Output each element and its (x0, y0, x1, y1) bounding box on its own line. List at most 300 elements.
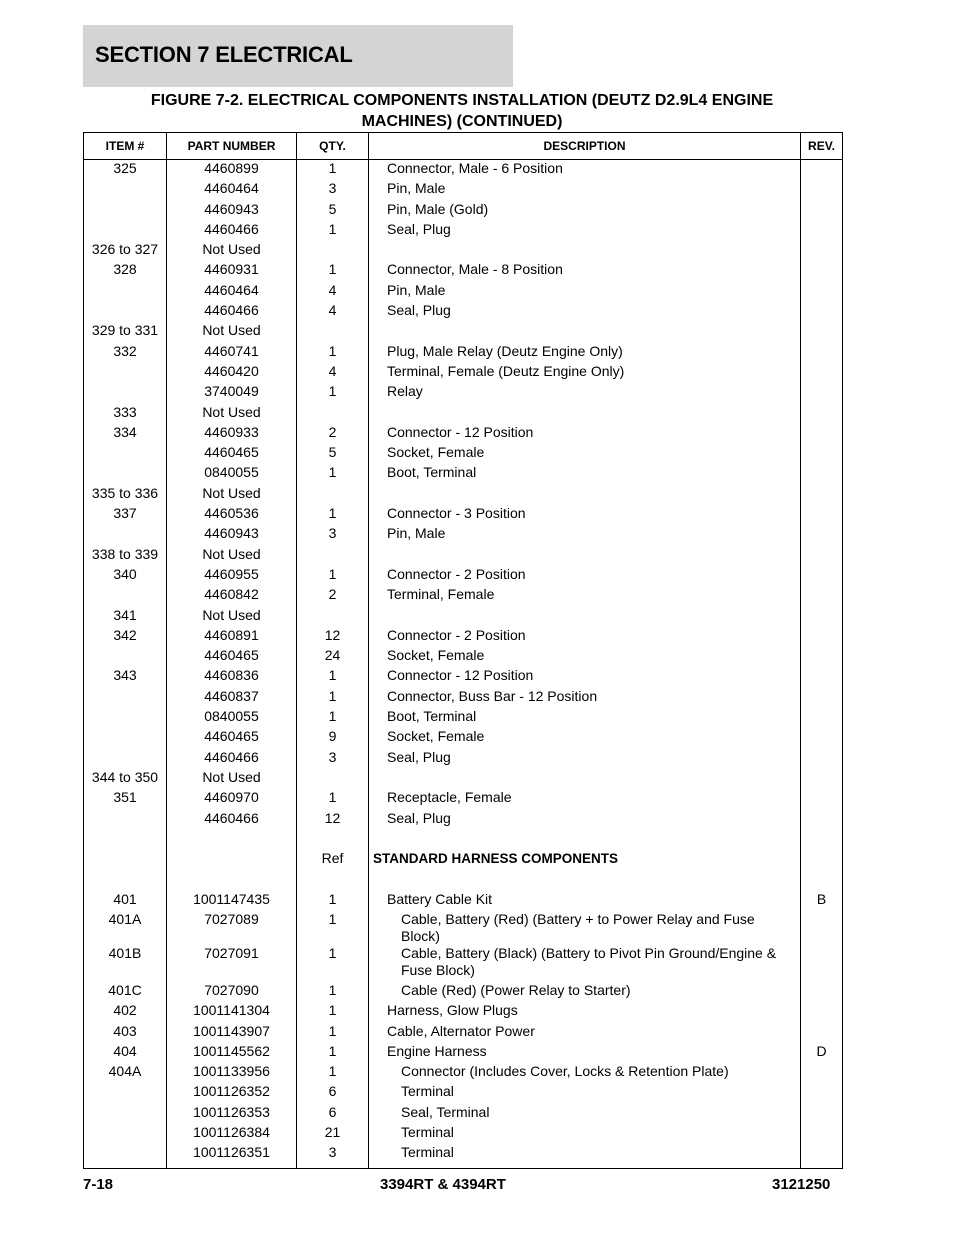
description-cell: Cable, Battery (Red) (Battery + to Power Relay and Fuse Block) (369, 911, 801, 945)
description-cell: Seal, Plug (369, 749, 801, 769)
rev-cell (801, 1144, 843, 1169)
rev-cell (801, 945, 843, 982)
part-number-cell: 7027091 (167, 945, 297, 982)
description-cell: Socket, Female (369, 647, 801, 667)
qty-cell: 1 (297, 1002, 369, 1022)
qty-cell (297, 404, 369, 424)
part-number-cell: 4460464 (167, 180, 297, 200)
qty-cell: 1 (297, 221, 369, 241)
description-cell: Seal, Plug (369, 221, 801, 241)
rev-cell (801, 343, 843, 363)
item-cell (84, 180, 167, 200)
item-cell (84, 810, 167, 830)
rev-cell (801, 424, 843, 444)
table-row (84, 911, 843, 945)
description-cell: Seal, Terminal (369, 1104, 801, 1124)
part-number-cell: 4460842 (167, 586, 297, 606)
qty-cell: 1 (297, 1043, 369, 1063)
figure-title-line-1: FIGURE 7-2. ELECTRICAL COMPONENTS INSTALLATION (DEUTZ D2.9L4 ENGINE (150, 92, 774, 109)
description-cell: Connector, Male - 8 Position (369, 261, 801, 281)
part-number-cell: Not Used (167, 769, 297, 789)
rev-cell (801, 627, 843, 647)
table-row (84, 982, 843, 1002)
part-number-cell: 4460943 (167, 525, 297, 545)
table-row (84, 322, 843, 342)
qty-cell: 9 (297, 728, 369, 748)
part-number-cell: 4460464 (167, 282, 297, 302)
rev-cell (801, 505, 843, 525)
description-cell (369, 404, 801, 424)
part-number-cell: 1001126353 (167, 1104, 297, 1124)
rev-cell (801, 607, 843, 627)
qty-cell: 4 (297, 363, 369, 383)
rev-cell (801, 749, 843, 769)
description-cell (369, 322, 801, 342)
table-row (84, 627, 843, 647)
part-number-cell: Not Used (167, 546, 297, 566)
rev-cell (801, 982, 843, 1002)
section-banner (83, 25, 513, 87)
description-cell: Boot, Terminal (369, 708, 801, 728)
description-cell: Harness, Glow Plugs (369, 1002, 801, 1022)
description-cell: Terminal (369, 1144, 801, 1169)
part-number-cell: 7027090 (167, 982, 297, 1002)
item-cell: 326 to 327 (84, 241, 167, 261)
qty-cell: 3 (297, 1144, 369, 1169)
item-cell: 329 to 331 (84, 322, 167, 342)
rev-cell (801, 1023, 843, 1043)
qty-cell: 1 (297, 982, 369, 1002)
table-row (84, 424, 843, 444)
item-cell (84, 1124, 167, 1144)
description-cell: STANDARD HARNESS COMPONENTS (369, 850, 801, 870)
table-row (84, 586, 843, 606)
rev-cell (801, 404, 843, 424)
rev-cell (801, 546, 843, 566)
item-cell: 402 (84, 1002, 167, 1022)
item-cell: 341 (84, 607, 167, 627)
description-cell: Connector - 12 Position (369, 667, 801, 687)
description-cell: Relay (369, 383, 801, 403)
part-number-cell: 4460420 (167, 363, 297, 383)
column-header-description: DESCRIPTION (369, 133, 801, 160)
table-row (84, 464, 843, 484)
rev-cell (801, 667, 843, 687)
table-row (84, 1043, 843, 1063)
qty-cell: 4 (297, 282, 369, 302)
item-cell: 401B (84, 945, 167, 982)
item-cell: 335 to 336 (84, 485, 167, 505)
table-row (84, 647, 843, 667)
rev-cell (801, 160, 843, 181)
table-row (84, 1083, 843, 1103)
item-cell: 340 (84, 566, 167, 586)
table-row (84, 546, 843, 566)
description-cell: Connector - 3 Position (369, 505, 801, 525)
description-cell: Terminal, Female (369, 586, 801, 606)
qty-cell: 24 (297, 647, 369, 667)
column-header-rev: REV. (801, 133, 843, 160)
part-number-cell: 4460836 (167, 667, 297, 687)
table-row (84, 830, 843, 850)
rev-cell (801, 870, 843, 890)
part-number-cell: 4460465 (167, 728, 297, 748)
part-number-cell: 7027089 (167, 911, 297, 945)
qty-cell (297, 769, 369, 789)
table-row (84, 383, 843, 403)
description-cell (369, 870, 801, 890)
description-cell: Seal, Plug (369, 810, 801, 830)
part-number-cell: 1001126352 (167, 1083, 297, 1103)
qty-cell: 1 (297, 343, 369, 363)
table-row (84, 1104, 843, 1124)
rev-cell (801, 566, 843, 586)
qty-cell (297, 607, 369, 627)
item-cell: 342 (84, 627, 167, 647)
rev-cell (801, 769, 843, 789)
qty-cell: 1 (297, 1023, 369, 1043)
description-cell (369, 607, 801, 627)
part-number-cell: 1001147435 (167, 891, 297, 911)
column-header-item: ITEM # (84, 133, 167, 160)
part-number-cell: 4460955 (167, 566, 297, 586)
item-cell: 325 (84, 160, 167, 181)
item-cell: 344 to 350 (84, 769, 167, 789)
description-cell: Receptacle, Female (369, 789, 801, 809)
item-cell (84, 363, 167, 383)
part-number-cell: 4460465 (167, 444, 297, 464)
table-row (84, 404, 843, 424)
rev-cell (801, 221, 843, 241)
rev-cell (801, 464, 843, 484)
item-cell (84, 221, 167, 241)
rev-cell (801, 850, 843, 870)
item-cell: 401 (84, 891, 167, 911)
table-row (84, 505, 843, 525)
rev-cell (801, 728, 843, 748)
description-cell: Pin, Male (369, 180, 801, 200)
table-row (84, 525, 843, 545)
qty-cell: 1 (297, 566, 369, 586)
table-row (84, 850, 843, 870)
rev-cell (801, 789, 843, 809)
qty-cell: 12 (297, 627, 369, 647)
part-number-cell: 4460466 (167, 749, 297, 769)
qty-cell: 1 (297, 505, 369, 525)
part-number-cell: 1001133956 (167, 1063, 297, 1083)
rev-cell (801, 647, 843, 667)
qty-cell (297, 546, 369, 566)
part-number-cell: 4460970 (167, 789, 297, 809)
qty-cell: Ref (297, 850, 369, 870)
description-cell: Plug, Male Relay (Deutz Engine Only) (369, 343, 801, 363)
table-row (84, 749, 843, 769)
description-cell: Terminal (369, 1124, 801, 1144)
rev-cell (801, 383, 843, 403)
qty-cell: 1 (297, 160, 369, 181)
footer-model: 3394RT & 4394RT (380, 1176, 506, 1193)
table-row (84, 160, 843, 181)
item-cell: 343 (84, 667, 167, 687)
rev-cell (801, 261, 843, 281)
item-cell: 334 (84, 424, 167, 444)
rev-cell (801, 322, 843, 342)
description-cell: Connector - 12 Position (369, 424, 801, 444)
part-number-cell: Not Used (167, 485, 297, 505)
description-cell: Socket, Female (369, 728, 801, 748)
description-cell: Pin, Male (369, 525, 801, 545)
table-row (84, 728, 843, 748)
parts-table-body (84, 160, 843, 1169)
rev-cell (801, 1063, 843, 1083)
table-row (84, 607, 843, 627)
rev-cell (801, 241, 843, 261)
column-header-qty: QTY. (297, 133, 369, 160)
part-number-cell: 4460943 (167, 201, 297, 221)
item-cell: 404A (84, 1063, 167, 1083)
part-number-cell: 0840055 (167, 708, 297, 728)
description-cell: Cable, Battery (Black) (Battery to Pivot Pin Ground/Engine & Fuse Block) (369, 945, 801, 982)
rev-cell (801, 708, 843, 728)
part-number-cell: 1001126384 (167, 1124, 297, 1144)
item-cell (84, 383, 167, 403)
item-cell: 401A (84, 911, 167, 945)
figure-title-line-2: MACHINES) (CONTINUED) (361, 113, 563, 130)
rev-cell: B (801, 891, 843, 911)
footer-page-number: 7-18 (83, 1176, 114, 1193)
rev-cell (801, 1002, 843, 1022)
table-row (84, 810, 843, 830)
qty-cell: 1 (297, 911, 369, 945)
item-cell (84, 1104, 167, 1124)
description-cell: Pin, Male (Gold) (369, 201, 801, 221)
item-cell: 403 (84, 1023, 167, 1043)
qty-cell: 1 (297, 891, 369, 911)
qty-cell (297, 830, 369, 850)
description-cell: Terminal, Female (Deutz Engine Only) (369, 363, 801, 383)
part-number-cell: 4460933 (167, 424, 297, 444)
table-row (84, 891, 843, 911)
part-number-cell: 4460466 (167, 302, 297, 322)
description-cell (369, 485, 801, 505)
item-cell: 333 (84, 404, 167, 424)
qty-cell (297, 485, 369, 505)
item-cell (84, 586, 167, 606)
item-cell (84, 830, 167, 850)
table-row (84, 1063, 843, 1083)
table-row (84, 444, 843, 464)
qty-cell: 6 (297, 1104, 369, 1124)
item-cell: 337 (84, 505, 167, 525)
part-number-cell: 1001143907 (167, 1023, 297, 1043)
description-cell: Pin, Male (369, 282, 801, 302)
rev-cell (801, 302, 843, 322)
rev-cell (801, 444, 843, 464)
footer-doc-number: 3121250 (772, 1176, 831, 1193)
qty-cell: 1 (297, 464, 369, 484)
item-cell (84, 464, 167, 484)
description-cell: Connector - 2 Position (369, 627, 801, 647)
rev-cell (801, 1083, 843, 1103)
table-row (84, 769, 843, 789)
part-number-cell: 3740049 (167, 383, 297, 403)
item-cell (84, 444, 167, 464)
description-cell (369, 830, 801, 850)
description-cell: Terminal (369, 1083, 801, 1103)
qty-cell (297, 241, 369, 261)
table-row (84, 201, 843, 221)
item-cell (84, 302, 167, 322)
part-number-cell (167, 850, 297, 870)
qty-cell: 3 (297, 749, 369, 769)
qty-cell: 5 (297, 201, 369, 221)
part-number-cell: 0840055 (167, 464, 297, 484)
qty-cell: 2 (297, 424, 369, 444)
item-cell (84, 749, 167, 769)
qty-cell (297, 322, 369, 342)
part-number-cell: Not Used (167, 404, 297, 424)
rev-cell (801, 282, 843, 302)
part-number-cell: 1001145562 (167, 1043, 297, 1063)
part-number-cell: Not Used (167, 241, 297, 261)
table-row (84, 566, 843, 586)
table-row (84, 261, 843, 281)
qty-cell: 5 (297, 444, 369, 464)
rev-cell (801, 363, 843, 383)
qty-cell: 6 (297, 1083, 369, 1103)
description-cell (369, 546, 801, 566)
qty-cell: 2 (297, 586, 369, 606)
rev-cell (801, 830, 843, 850)
part-number-cell (167, 830, 297, 850)
figure-title (83, 90, 841, 132)
part-number-cell: 4460837 (167, 688, 297, 708)
item-cell: 401C (84, 982, 167, 1002)
table-row (84, 667, 843, 687)
item-cell: 351 (84, 789, 167, 809)
item-cell (84, 525, 167, 545)
qty-cell: 3 (297, 180, 369, 200)
qty-cell: 1 (297, 789, 369, 809)
description-cell: Cable (Red) (Power Relay to Starter) (369, 982, 801, 1002)
rev-cell (801, 201, 843, 221)
table-row (84, 302, 843, 322)
description-cell: Socket, Female (369, 444, 801, 464)
item-cell (84, 1083, 167, 1103)
part-number-cell: 4460741 (167, 343, 297, 363)
qty-cell: 1 (297, 1063, 369, 1083)
part-number-cell: 4460931 (167, 261, 297, 281)
description-cell: Connector, Male - 6 Position (369, 160, 801, 181)
description-cell: Connector, Buss Bar - 12 Position (369, 688, 801, 708)
table-row (84, 1023, 843, 1043)
item-cell (84, 870, 167, 890)
table-row (84, 363, 843, 383)
item-cell (84, 647, 167, 667)
table-row (84, 343, 843, 363)
item-cell (84, 688, 167, 708)
qty-cell: 1 (297, 667, 369, 687)
rev-cell (801, 586, 843, 606)
column-header-part-number: PART NUMBER (167, 133, 297, 160)
description-cell: Seal, Plug (369, 302, 801, 322)
part-number-cell: 4460466 (167, 810, 297, 830)
qty-cell: 1 (297, 688, 369, 708)
section-title: SECTION 7 ELECTRICAL (95, 42, 353, 67)
table-row (84, 688, 843, 708)
table-row (84, 1124, 843, 1144)
qty-cell: 3 (297, 525, 369, 545)
rev-cell: D (801, 1043, 843, 1063)
qty-cell: 1 (297, 383, 369, 403)
item-cell (84, 708, 167, 728)
parts-table (83, 132, 843, 1169)
description-cell: Boot, Terminal (369, 464, 801, 484)
qty-cell: 12 (297, 810, 369, 830)
rev-cell (801, 525, 843, 545)
table-row (84, 485, 843, 505)
item-cell: 332 (84, 343, 167, 363)
part-number-cell: 4460899 (167, 160, 297, 181)
part-number-cell: 4460891 (167, 627, 297, 647)
table-row (84, 1002, 843, 1022)
part-number-cell: 4460536 (167, 505, 297, 525)
rev-cell (801, 810, 843, 830)
table-row (84, 945, 843, 982)
part-number-cell: 4460465 (167, 647, 297, 667)
description-cell (369, 769, 801, 789)
item-cell (84, 728, 167, 748)
table-row (84, 708, 843, 728)
description-cell: Connector (Includes Cover, Locks & Retention Plate) (369, 1063, 801, 1083)
qty-cell: 1 (297, 708, 369, 728)
part-number-cell: 1001141304 (167, 1002, 297, 1022)
table-row (84, 1144, 843, 1169)
item-cell (84, 850, 167, 870)
description-cell: Cable, Alternator Power (369, 1023, 801, 1043)
description-cell (369, 241, 801, 261)
rev-cell (801, 911, 843, 945)
part-number-cell: Not Used (167, 607, 297, 627)
item-cell: 338 to 339 (84, 546, 167, 566)
item-cell: 328 (84, 261, 167, 281)
table-row (84, 241, 843, 261)
qty-cell: 4 (297, 302, 369, 322)
table-row (84, 870, 843, 890)
description-cell: Connector - 2 Position (369, 566, 801, 586)
qty-cell: 1 (297, 261, 369, 281)
qty-cell: 21 (297, 1124, 369, 1144)
table-row (84, 789, 843, 809)
rev-cell (801, 1104, 843, 1124)
item-cell (84, 201, 167, 221)
rev-cell (801, 180, 843, 200)
rev-cell (801, 688, 843, 708)
part-number-cell: 1001126351 (167, 1144, 297, 1169)
part-number-cell: Not Used (167, 322, 297, 342)
rev-cell (801, 485, 843, 505)
table-row (84, 180, 843, 200)
item-cell: 404 (84, 1043, 167, 1063)
item-cell (84, 1144, 167, 1169)
description-cell: Engine Harness (369, 1043, 801, 1063)
item-cell (84, 282, 167, 302)
description-cell: Battery Cable Kit (369, 891, 801, 911)
qty-cell (297, 870, 369, 890)
part-number-cell (167, 870, 297, 890)
rev-cell (801, 1124, 843, 1144)
table-row (84, 221, 843, 241)
